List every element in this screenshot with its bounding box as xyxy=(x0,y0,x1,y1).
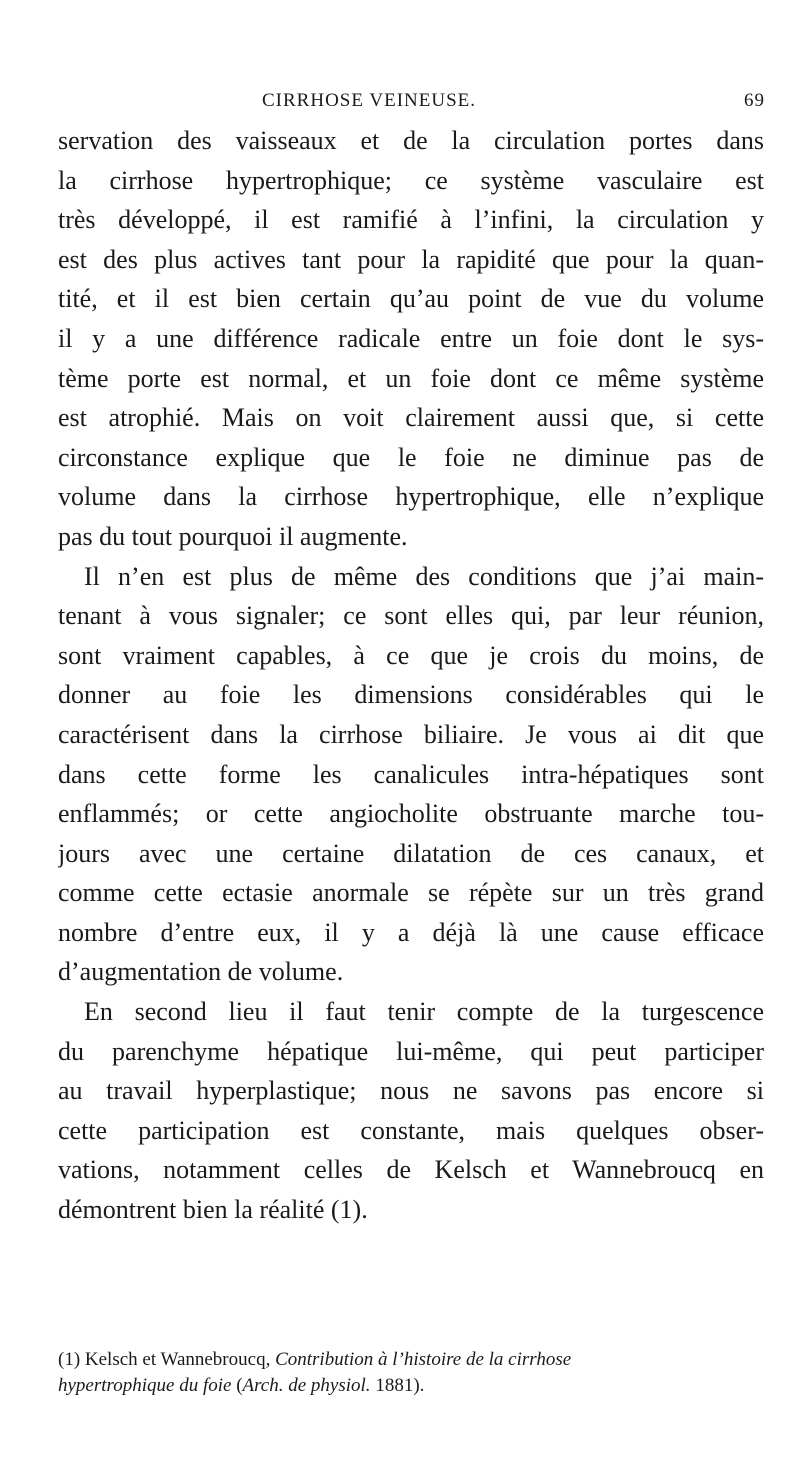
footnote-line xyxy=(58,1347,764,1373)
footnote-text: 1881). xyxy=(370,1375,425,1396)
text-line: cette participation est constante, mais quelques obser- xyxy=(58,1115,764,1145)
text-line: est atrophié. Mais on voit clairement aussi que, si cette xyxy=(58,403,764,433)
text-line: circonstance explique que le foie ne diminue pas de xyxy=(58,442,764,472)
text-line: démontrent bien la réalité (1). xyxy=(58,1195,368,1225)
text-line: comme cette ectasie anormale se répète sur un très grand xyxy=(58,878,764,908)
text-line: d’augmentation de volume. xyxy=(58,957,344,987)
body-text xyxy=(58,121,764,1230)
text-line: sont vraiment capables, à ce que je crois du moins, de xyxy=(58,640,764,670)
footnote-text: ( xyxy=(231,1375,243,1396)
text-line: servation des vaisseaux et de la circulation portes dans xyxy=(58,126,764,155)
footnote-title: Contribution à l’histoire de la cirrhose xyxy=(275,1349,572,1370)
text-line: Il n’en est plus de même des conditions que j’ai main- xyxy=(84,561,764,591)
text-line: tenant à vous signaler; ce sont elles qui, par leur réunion, xyxy=(58,601,764,631)
text-line: enflammés; or cette angiocholite obstruante marche tou- xyxy=(58,799,764,829)
text-line: est des plus actives tant pour la rapidité que pour la quan- xyxy=(58,244,764,274)
text-line: au travail hyperplastique; nous ne savons pas encore si xyxy=(58,1076,764,1106)
text-line: jours avec une certaine dilatation de ces canaux, et xyxy=(58,838,764,868)
footnote-title: hypertrophique du foie xyxy=(58,1375,232,1396)
running-head xyxy=(0,86,800,116)
text-line: il y a une différence radicale entre un foie dont le sys- xyxy=(58,323,764,353)
running-title: CIRRHOSE VEINEUSE. xyxy=(262,90,476,111)
text-line: tème porte est normal, et un foie dont ce même système xyxy=(58,363,764,393)
text-line: caractérisent dans la cirrhose biliaire. Je vous ai dit que xyxy=(58,719,764,749)
text-line: volume dans la cirrhose hypertrophique, elle n’explique xyxy=(58,482,764,512)
text-line: très développé, il est ramifié à l’infini, la circulation y xyxy=(58,205,764,235)
footnote-line xyxy=(58,1373,764,1399)
text-line: dans cette forme les canalicules intra-hépatiques sont xyxy=(58,759,764,789)
text-line: vations, notamment celles de Kelsch et Wannebroucq en xyxy=(58,1155,764,1185)
footnote-journal: Arch. de physiol. xyxy=(242,1375,371,1396)
text-line: En second lieu il faut tenir compte de la turgescence xyxy=(84,997,764,1027)
text-line: donner au foie les dimensions considérables qui le xyxy=(58,680,764,710)
page-number: 69 xyxy=(744,90,765,111)
footnote-text: (1) Kelsch et Wannebroucq, xyxy=(58,1349,276,1370)
text-line: du parenchyme hépatique lui-même, qui peut participer xyxy=(58,1036,764,1066)
text-line: pas du tout pourquoi il augmente. xyxy=(58,521,408,551)
text-line: la cirrhose hypertrophique; ce système vasculaire est xyxy=(58,165,764,195)
text-line: nombre d’entre eux, il y a déjà là une cause efficace xyxy=(58,917,764,947)
footnote xyxy=(58,1347,764,1399)
text-line: tité, et il est bien certain qu’au point de vue du volume xyxy=(58,284,764,314)
